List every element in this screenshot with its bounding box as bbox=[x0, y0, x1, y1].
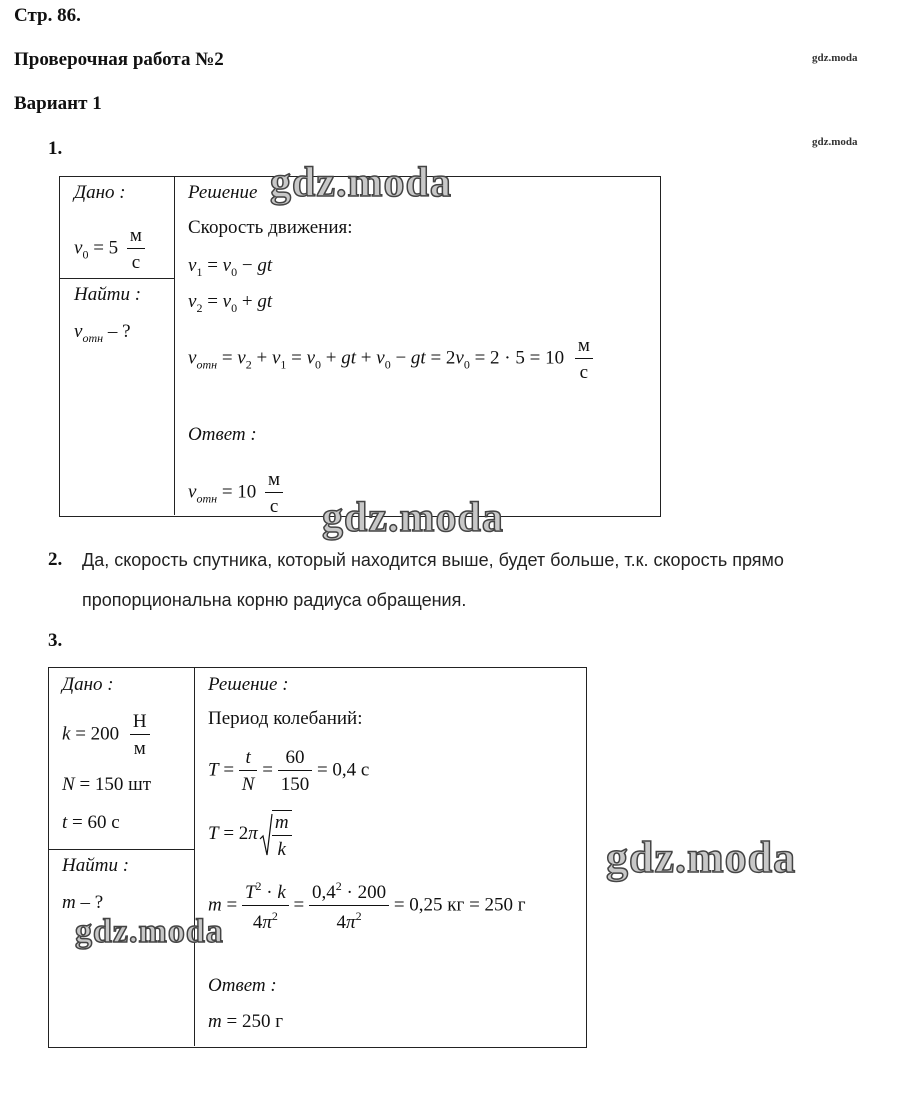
task-2-number: 2. bbox=[48, 549, 63, 570]
page-title: Проверочная работа №2 bbox=[14, 49, 224, 70]
find-vrel: $v_{отн}$ – ? bbox=[74, 321, 131, 345]
equation-v2: $v_2 = v_0$ + gt bbox=[188, 291, 273, 315]
watermark-small: gdz.moda bbox=[812, 136, 858, 148]
given-v0: $v_0 = 5$ $\frac{м}{с}$ bbox=[74, 226, 145, 272]
answer-label: Ответ : bbox=[188, 424, 257, 445]
watermark-large: gdz.moda bbox=[606, 833, 797, 882]
solution-label: Решение bbox=[188, 182, 258, 203]
find-m: m – ? bbox=[62, 892, 104, 913]
equation-T-calc: T = $\frac{t}{N}$ = $\frac{60}{150}$ = 0,4 с bbox=[208, 747, 370, 795]
variant-heading: Вариант 1 bbox=[14, 93, 102, 114]
period-text: Период колебаний: bbox=[208, 708, 363, 729]
task-2-line1: Да, скорость спутника, который находится выше, будет больше, т.к. скорость прямо bbox=[82, 550, 784, 570]
watermark-small: gdz.moda bbox=[812, 52, 858, 64]
given-label: Дано : bbox=[62, 674, 114, 695]
watermark-large: gdz.moda bbox=[270, 160, 452, 206]
task-2-line2: пропорциональна корню радиуса обращения. bbox=[82, 590, 467, 610]
equation-m-calc: m = $\frac{T^2 \cdot k}{4\pi^2}$ = $\frac{0,4^2 \cdot 200}{4\pi^2}$ = 0,25 кг = 250 г bbox=[208, 879, 526, 933]
given-t: t = 60 с bbox=[62, 812, 120, 833]
answer-value: $v_{отн} = 10$ $\frac{м}{с}$ bbox=[188, 470, 283, 516]
find-label: Найти : bbox=[62, 855, 130, 876]
solution-label: Решение : bbox=[208, 674, 289, 695]
equation-vrel: $v_{отн} = v_2 + v_1 = v_0$ + gt + $v_0$ − gt = $2v_0 = 2 \cdot 5 = 10$ $\frac{м}{с}$ bbox=[188, 336, 593, 382]
given-N: N = 150 шт bbox=[62, 774, 152, 795]
equation-T-formula: T = 2π $\frac{m}{k}$ bbox=[208, 810, 292, 859]
sqrt-sign bbox=[259, 813, 273, 857]
speed-text: Скорость движения: bbox=[188, 217, 353, 238]
watermark-large: gdz.moda bbox=[75, 913, 224, 950]
answer-value: m = 250 г bbox=[208, 1011, 283, 1032]
watermark-large: gdz.moda bbox=[322, 495, 504, 541]
equation-v1: $v_1 = v_0$ − gt bbox=[188, 255, 273, 279]
answer-label: Ответ : bbox=[208, 975, 277, 996]
page-number: Стр. 86. bbox=[14, 5, 81, 26]
given-k: k = 200 $\frac{Н}{м}$ bbox=[62, 712, 150, 758]
task-3-number: 3. bbox=[48, 630, 63, 651]
given-label: Дано : bbox=[74, 182, 126, 203]
task-1-number: 1. bbox=[48, 138, 63, 159]
find-label: Найти : bbox=[74, 284, 142, 305]
